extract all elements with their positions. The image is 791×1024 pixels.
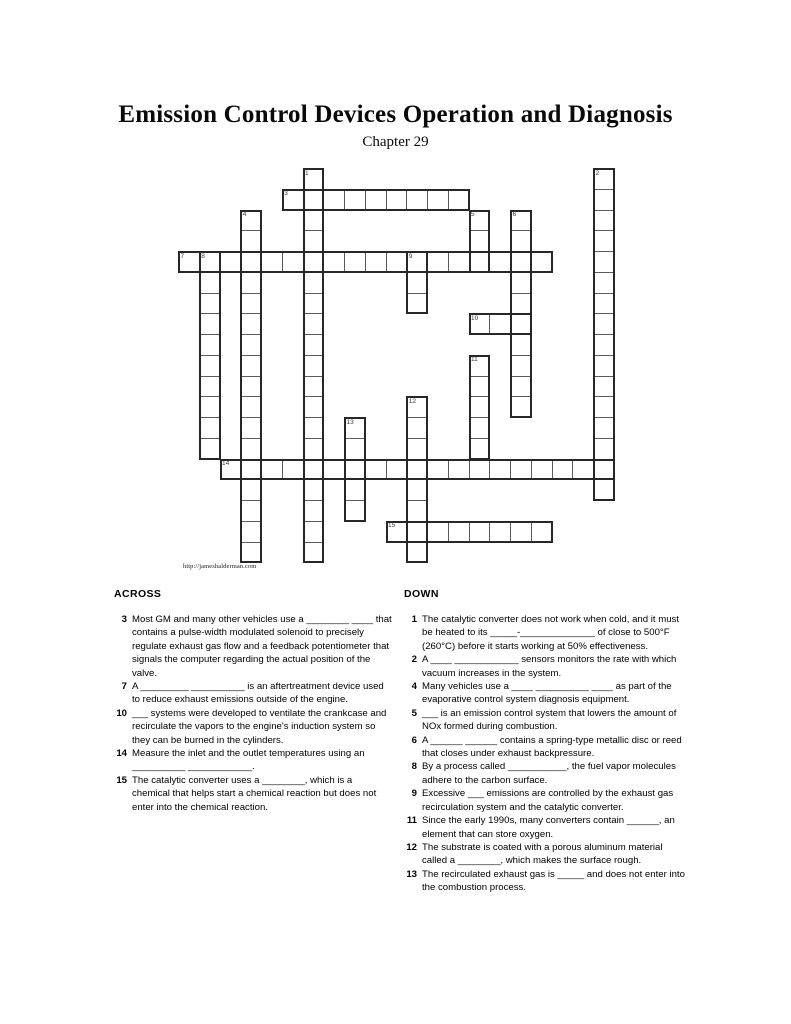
grid-cell bbox=[406, 293, 428, 315]
grid-cell bbox=[261, 251, 283, 273]
grid-cell bbox=[303, 396, 325, 418]
grid-cell bbox=[489, 459, 511, 481]
grid-cell bbox=[323, 189, 345, 211]
grid-cell bbox=[469, 459, 491, 481]
grid-cell bbox=[199, 334, 221, 356]
grid-cell bbox=[593, 189, 615, 211]
clue-item-3 bbox=[112, 613, 392, 680]
grid-number-6: 6 bbox=[512, 211, 517, 218]
clue-text: The substrate is coated with a porous aluminum material called a ________, which makes the surface rough. bbox=[422, 841, 663, 867]
grid-number-9: 9 bbox=[408, 252, 413, 260]
grid-cell bbox=[406, 459, 428, 481]
grid-cell bbox=[199, 355, 221, 377]
grid-cell bbox=[510, 396, 532, 418]
grid-cell bbox=[303, 230, 325, 252]
grid-cell bbox=[282, 459, 304, 481]
grid-cell bbox=[510, 459, 532, 481]
grid-cell bbox=[427, 189, 449, 211]
grid-cell bbox=[303, 417, 325, 439]
clue-text: ___ systems were developed to ventilate the crankcase and recirculate the vapors to the engine's induction system so they can be burned in the cylinders. bbox=[132, 707, 387, 746]
grid-cell bbox=[386, 459, 408, 481]
clue-item-9 bbox=[402, 787, 688, 814]
grid-cell bbox=[469, 230, 491, 252]
grid-cell bbox=[240, 313, 262, 335]
grid-cell bbox=[199, 313, 221, 335]
grid-number-3: 3 bbox=[284, 190, 288, 198]
clue-item-4 bbox=[402, 680, 688, 707]
grid-cell bbox=[593, 313, 615, 335]
clue-item-12 bbox=[402, 841, 688, 868]
clue-text: The catalytic converter does not work when cold, and it must be heated to its _____-______________ of close to 500°F (260°C) before it starts working at 50% effectiveness. bbox=[422, 614, 680, 652]
clue-text: A ______ ______ contains a spring-type metallic disc or reed that closes under exhaust backpressure. bbox=[422, 734, 682, 760]
grid-cell bbox=[199, 417, 221, 439]
grid-cell bbox=[240, 479, 262, 501]
grid-cell bbox=[469, 251, 491, 273]
grid-cell bbox=[427, 251, 449, 273]
grid-cell bbox=[510, 521, 532, 543]
grid-cell bbox=[593, 396, 615, 418]
grid-cell bbox=[240, 396, 262, 418]
clue-text: A _________ __________ is an aftertreatment device used to reduce exhaust emissions outside of the engine. bbox=[132, 681, 384, 706]
grid-cell bbox=[406, 479, 428, 501]
grid-cell bbox=[240, 500, 262, 522]
grid-cell bbox=[240, 272, 262, 294]
clue-item-7 bbox=[112, 680, 392, 707]
grid-cell bbox=[240, 355, 262, 377]
grid-cell bbox=[199, 272, 221, 294]
across-section bbox=[112, 588, 392, 814]
clue-number: 14 bbox=[116, 748, 127, 760]
clue-number: 5 bbox=[411, 707, 417, 719]
grid-cell bbox=[531, 251, 553, 273]
clue-number: 15 bbox=[116, 774, 127, 786]
grid-cell bbox=[406, 521, 428, 543]
grid-number-10: 10 bbox=[471, 314, 479, 322]
clue-number: 7 bbox=[121, 681, 127, 693]
grid-cell bbox=[303, 189, 325, 211]
grid-cell bbox=[593, 417, 615, 439]
grid-number-12: 12 bbox=[408, 397, 416, 405]
grid-cell bbox=[469, 376, 491, 398]
grid-cell bbox=[593, 438, 615, 460]
grid-cell bbox=[593, 355, 615, 377]
grid-cell bbox=[489, 521, 511, 543]
grid-cell bbox=[593, 293, 615, 315]
clue-item-8 bbox=[402, 760, 688, 787]
grid-cell bbox=[365, 251, 387, 273]
grid-number-13: 13 bbox=[346, 418, 354, 426]
clue-item-15 bbox=[112, 774, 392, 814]
grid-cell bbox=[448, 459, 470, 481]
crossword-grid bbox=[178, 168, 615, 564]
clue-item-14 bbox=[112, 747, 392, 774]
clue-number: 3 bbox=[121, 614, 127, 625]
grid-cell bbox=[510, 376, 532, 398]
grid-cell bbox=[510, 355, 532, 377]
grid-cell bbox=[199, 438, 221, 460]
clue-item-10 bbox=[112, 707, 392, 747]
grid-cell bbox=[240, 542, 262, 564]
grid-cell bbox=[261, 459, 283, 481]
grid-cell bbox=[365, 459, 387, 481]
grid-cell bbox=[199, 396, 221, 418]
grid-cell bbox=[303, 521, 325, 543]
grid-cell bbox=[552, 459, 574, 481]
grid-number-2: 2 bbox=[595, 169, 600, 177]
grid-cell bbox=[386, 251, 408, 273]
grid-cell bbox=[220, 251, 242, 273]
down-clue-list bbox=[402, 613, 688, 895]
grid-cell bbox=[427, 459, 449, 481]
grid-cell bbox=[323, 459, 345, 481]
grid-cell bbox=[240, 251, 262, 273]
grid-cell bbox=[240, 438, 262, 460]
grid-cell bbox=[303, 479, 325, 501]
grid-cell bbox=[469, 521, 491, 543]
grid-cell bbox=[303, 355, 325, 377]
grid-cell bbox=[469, 417, 491, 439]
grid-cell bbox=[240, 521, 262, 543]
grid-cell bbox=[282, 251, 304, 273]
page-subtitle: Chapter 29 bbox=[362, 134, 429, 150]
clue-number: 12 bbox=[406, 841, 417, 853]
grid-cell bbox=[448, 251, 470, 273]
clue-number: 4 bbox=[411, 681, 417, 693]
grid-cell bbox=[240, 417, 262, 439]
grid-cell bbox=[593, 251, 615, 273]
clue-number: 1 bbox=[411, 614, 417, 625]
clue-text: Excessive ___ emissions are controlled by the exhaust gas recirculation system and the catalytic converter. bbox=[422, 788, 674, 813]
grid-cell bbox=[593, 479, 615, 501]
grid-number-4: 4 bbox=[242, 211, 247, 218]
page-title: Emission Control Devices Operation and Diagnosis bbox=[118, 101, 673, 128]
grid-cell bbox=[303, 210, 325, 232]
grid-cell bbox=[199, 376, 221, 398]
clue-number: 8 bbox=[411, 761, 417, 773]
grid-number-5: 5 bbox=[471, 211, 475, 218]
clue-number: 2 bbox=[411, 654, 417, 666]
grid-cell bbox=[593, 459, 615, 481]
grid-cell bbox=[303, 542, 325, 564]
grid-cell bbox=[303, 334, 325, 356]
clue-number: 6 bbox=[411, 734, 417, 746]
across-header: ACROSS bbox=[114, 588, 162, 600]
grid-cell bbox=[427, 521, 449, 543]
grid-cell bbox=[303, 500, 325, 522]
grid-cell bbox=[323, 251, 345, 273]
clue-item-5 bbox=[402, 707, 688, 734]
clue-text: By a process called ___________, the fuel vapor molecules adhere to the carbon surface. bbox=[422, 761, 676, 786]
grid-number-7: 7 bbox=[180, 252, 185, 260]
grid-cell bbox=[593, 230, 615, 252]
clue-item-11 bbox=[402, 814, 688, 841]
down-section bbox=[402, 588, 688, 895]
grid-cell bbox=[303, 251, 325, 273]
clue-text: A ____ ____________ sensors monitors the rate with which vacuum increases in the system. bbox=[422, 654, 677, 679]
grid-cell bbox=[303, 293, 325, 315]
grid-cell bbox=[489, 313, 511, 335]
grid-cell bbox=[406, 542, 428, 564]
grid-cell bbox=[365, 189, 387, 211]
grid-cell bbox=[406, 500, 428, 522]
clue-number: 11 bbox=[406, 815, 417, 827]
grid-cell bbox=[510, 230, 532, 252]
grid-number-8: 8 bbox=[201, 252, 205, 260]
grid-cell bbox=[199, 293, 221, 315]
grid-cell bbox=[469, 438, 491, 460]
grid-cell bbox=[240, 293, 262, 315]
clue-item-2 bbox=[402, 653, 688, 680]
across-clue-list bbox=[112, 613, 392, 814]
clue-text: Since the early 1990s, many converters contain ______, an element that can store oxygen. bbox=[422, 815, 675, 840]
grid-cell bbox=[344, 500, 366, 522]
grid-cell bbox=[510, 313, 532, 335]
clue-text: Measure the inlet and the outlet temperatures using an __________ ____________. bbox=[132, 748, 365, 773]
grid-cell bbox=[240, 334, 262, 356]
clue-item-1 bbox=[402, 613, 688, 653]
grid-cell bbox=[406, 272, 428, 294]
down-header: DOWN bbox=[404, 588, 439, 600]
grid-cell bbox=[386, 189, 408, 211]
grid-cell bbox=[344, 438, 366, 460]
clue-number: 13 bbox=[406, 868, 417, 880]
clue-text: Many vehicles use a ____ __________ ____ as part of the evaporative control system diagnosis equipment. bbox=[422, 681, 672, 706]
grid-cell bbox=[510, 334, 532, 356]
grid-cell bbox=[572, 459, 594, 481]
grid-cell bbox=[303, 376, 325, 398]
grid-cell bbox=[469, 396, 491, 418]
clue-text: The catalytic converter uses a ________, which is a chemical that helps start a chemical reaction but does not enter into the chemical reaction. bbox=[132, 774, 377, 813]
grid-number-15: 15 bbox=[388, 522, 396, 530]
clue-number: 9 bbox=[411, 788, 417, 800]
grid-cell bbox=[303, 459, 325, 481]
grid-cell bbox=[344, 251, 366, 273]
grid-cell bbox=[510, 251, 532, 273]
grid-number-11: 11 bbox=[471, 356, 478, 364]
grid-cell bbox=[593, 334, 615, 356]
grid-cell bbox=[240, 230, 262, 252]
source-url: http://jameshalderman.com bbox=[183, 563, 257, 570]
grid-cell bbox=[303, 272, 325, 294]
grid-cell bbox=[593, 210, 615, 232]
grid-cell bbox=[489, 251, 511, 273]
grid-cell bbox=[593, 272, 615, 294]
grid-cell bbox=[344, 189, 366, 211]
grid-cell bbox=[448, 521, 470, 543]
clue-item-6 bbox=[402, 734, 688, 761]
grid-cell bbox=[406, 189, 428, 211]
grid-number-14: 14 bbox=[222, 460, 230, 467]
grid-number-1: 1 bbox=[305, 169, 309, 177]
grid-cell bbox=[531, 521, 553, 543]
grid-cell bbox=[448, 189, 470, 211]
grid-cell bbox=[510, 272, 532, 294]
grid-cell bbox=[406, 438, 428, 460]
clue-item-13 bbox=[402, 868, 688, 895]
clue-text: Most GM and many other vehicles use a ________ ____ that contains a pulse-width modulated solenoid to precisely regulate exhaust gas flow and a feedback potentiometer that signals the computer regarding the actual position of the valve. bbox=[132, 614, 392, 679]
clue-number: 10 bbox=[116, 707, 127, 719]
grid-cell bbox=[531, 459, 553, 481]
grid-cell bbox=[303, 313, 325, 335]
clue-text: ___ is an emission control system that lowers the amount of NOx formed during combustion. bbox=[422, 707, 677, 733]
grid-cell bbox=[303, 438, 325, 460]
grid-cell bbox=[593, 376, 615, 398]
clue-text: The recirculated exhaust gas is _____ and does not enter into the combustion process. bbox=[422, 868, 685, 894]
grid-cell bbox=[240, 459, 262, 481]
grid-cell bbox=[344, 479, 366, 501]
grid-cell bbox=[510, 293, 532, 315]
grid-cell bbox=[344, 459, 366, 481]
grid-cell bbox=[240, 376, 262, 398]
grid-cell bbox=[406, 417, 428, 439]
